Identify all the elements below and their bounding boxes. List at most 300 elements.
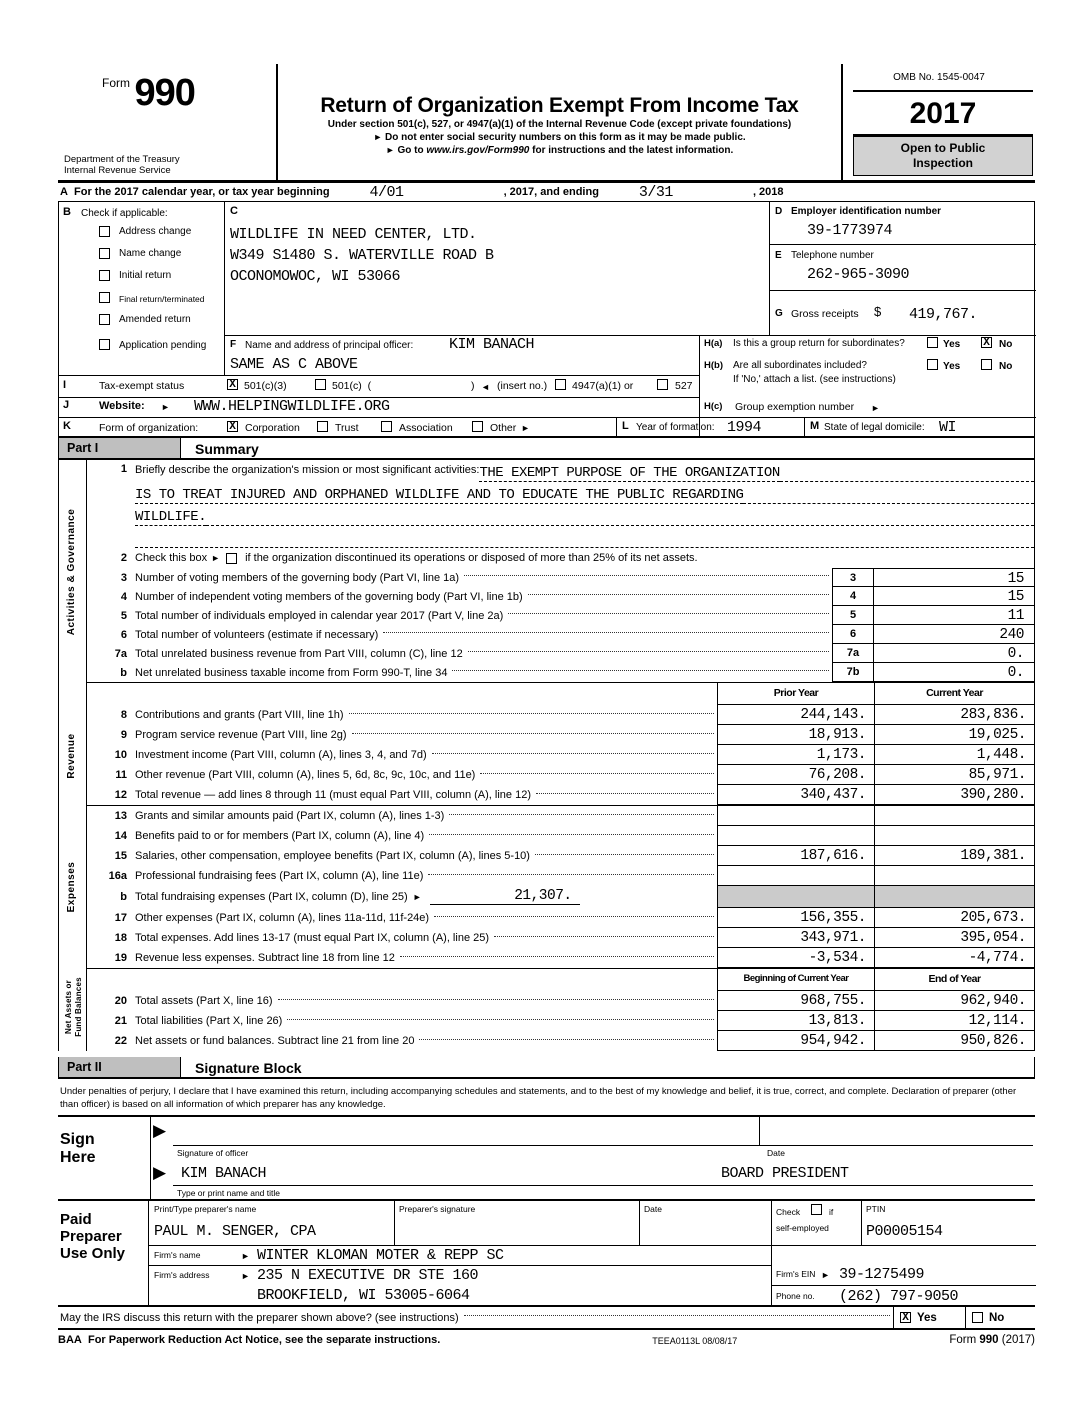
line-17-current: 205,673. (874, 908, 1034, 928)
check-label: Check (776, 1207, 801, 1217)
summary-sidebar (59, 460, 87, 1051)
line-20-begin: 968,755. (717, 991, 874, 1011)
use-only-word: Use Only (60, 1245, 126, 1262)
mission-line-4 (87, 526, 1034, 548)
line-6-box: 6 (832, 625, 874, 644)
line-18-row (87, 928, 1034, 948)
application-pending-label: Application pending (119, 340, 207, 351)
firm-ein-label: Firm's EIN (776, 1269, 816, 1279)
line-20-label: Total assets (Part X, line 16) (135, 995, 273, 1007)
irs-yes-checkbox[interactable]: X (900, 1312, 911, 1323)
line-13-current (874, 806, 1034, 826)
principal-officer-address-field[interactable]: SAME AS C ABOVE (230, 356, 358, 373)
insert-no-label: (insert no.) (497, 380, 548, 392)
footer-form-year: (2017) (1001, 1334, 1035, 1346)
line-6-value: 240 (874, 625, 1034, 644)
line-9-num: 9 (120, 729, 127, 741)
preparer-phone-field[interactable]: (262) 797-9050 (839, 1288, 959, 1305)
insert-arrow-icon: ◄ (481, 382, 490, 392)
firm-city-field[interactable]: BROOKFIELD, WI 53005-6064 (257, 1287, 470, 1304)
sidebar-net-assets-1: Net Assets or (64, 980, 73, 1034)
line-7a-value: 0. (874, 644, 1034, 663)
line-18-prior: 343,971. (717, 928, 874, 948)
preparer-date-label: Date (644, 1204, 662, 1214)
line-8-current: 283,836. (874, 705, 1034, 725)
line-2-num: 2 (120, 552, 127, 564)
form-subtitle-1: Under section 501(c), 527, or 4947(a)(1) of the Internal Revenue Code (except private foundations) (327, 119, 792, 130)
current-year-header: Current Year (874, 683, 1034, 705)
line-15-current: 189,381. (874, 846, 1034, 866)
address-change-checkbox[interactable] (99, 226, 110, 237)
line-3-num: 3 (120, 571, 127, 584)
ha-letter: H(a) (704, 338, 723, 349)
subtitle-3-pre: Go to (397, 145, 424, 156)
dashed-fill (743, 503, 1034, 504)
line-16a-num: 16a (108, 870, 127, 882)
line-12-num: 12 (114, 789, 127, 801)
firm-name-field[interactable]: WINTER KLOMAN MOTER & REPP SC (257, 1247, 504, 1264)
line-4-value: 15 (874, 587, 1034, 606)
form-word: Form (102, 76, 130, 90)
status-501c-close: ) (471, 380, 475, 392)
irs-no-cell (965, 1307, 1035, 1328)
irs-no-label: No (989, 1311, 1005, 1324)
line-7b-value: 0. (874, 663, 1034, 682)
org-city-state-field[interactable]: OCONOMOWOC, WI 53066 (230, 268, 401, 285)
line-2-pre: Check this box (135, 552, 208, 564)
amended-return-checkbox[interactable] (99, 314, 110, 325)
form-number-block (102, 72, 195, 115)
dotted-leader (278, 999, 714, 1000)
line-14-row (87, 826, 1034, 846)
dotted-leader (352, 733, 714, 734)
association-checkbox[interactable] (381, 421, 392, 432)
status-4947-checkbox[interactable] (555, 379, 566, 390)
line-21-begin: 13,813. (717, 1011, 874, 1031)
line-16b-label: Total fundraising expenses (Part IX, column (D), line 25) (135, 891, 408, 903)
self-employed-label: self-employed (776, 1223, 829, 1233)
amended-return-label: Amended return (119, 314, 191, 325)
form-header (58, 64, 1035, 180)
sign-word: Sign (60, 1131, 95, 1148)
year-formation-label: Year of formation: (636, 422, 715, 433)
website-field[interactable]: WWW.HELPINGWILDLIFE.ORG (194, 398, 390, 415)
line-10-prior: 1,173. (717, 745, 874, 765)
hb-question: Are all subordinates included? (733, 360, 867, 371)
line-13-label: Grants and similar amounts paid (Part IX, column (A), lines 1-3) (135, 810, 445, 822)
ein-label: Employer identification number (791, 206, 942, 217)
mission-line-2 (87, 482, 1034, 504)
line-10-label: Investment income (Part VIII, column (A), lines 3, 4, and 7d) (135, 749, 427, 761)
line-8-label: Contributions and grants (Part VIII, line 1h) (135, 709, 344, 721)
paid-preparer-stub (58, 1201, 148, 1305)
line-21-row (87, 1011, 1034, 1031)
line-i-letter: I (63, 379, 67, 391)
form-number: 990 (134, 72, 195, 114)
ha-question: Is this a group return for subordinates? (733, 338, 905, 349)
dotted-leader (419, 1039, 714, 1040)
dotted-leader (480, 773, 714, 774)
gross-receipts-label: Gross receipts (791, 308, 859, 320)
open-public-line2: Inspection (912, 156, 973, 170)
line-13-row (87, 806, 1034, 826)
identification-block (58, 202, 1035, 438)
line-1-num: 1 (120, 463, 127, 475)
domicile-label: State of legal domicile: (824, 422, 925, 433)
hc-label: Group exemption number (735, 401, 855, 413)
mission-text-field[interactable]: THE EXEMPT PURPOSE OF THE ORGANIZATION (479, 465, 780, 481)
ha-no-checkbox[interactable]: X (981, 337, 992, 348)
line-8-prior: 244,143. (717, 705, 874, 725)
form-title: Return of Organization Exempt From Income Tax (320, 94, 799, 117)
signature-area (150, 1117, 1035, 1199)
arrow-icon: ► (821, 1270, 830, 1280)
tax-year-end-field[interactable]: 3/31 (638, 183, 673, 201)
line-15-prior: 187,616. (717, 846, 874, 866)
irs-yes-cell (893, 1307, 965, 1328)
dotted-leader (383, 632, 829, 633)
phone-no-label: Phone no. (776, 1291, 815, 1301)
line-17-label: Other expenses (Part IX, column (A), lines 11a-11d, 11f-24e) (135, 912, 430, 924)
preparer-name-field[interactable]: PAUL M. SENGER, CPA (154, 1223, 316, 1240)
line-1-row (87, 460, 1034, 482)
line-8-row (87, 705, 1034, 725)
year-columns-header (87, 683, 1034, 705)
line-6-row (87, 625, 1034, 644)
arrow-icon: ► (521, 423, 530, 433)
dashed-fill (135, 547, 1034, 548)
signature-arrow-icon: ▶ (153, 1121, 167, 1140)
form-header-left (58, 64, 276, 180)
mission-line-3 (87, 504, 1034, 526)
dotted-leader (429, 834, 714, 835)
line-16b-value-field[interactable]: 21,307. (430, 888, 580, 905)
status-4947-label: 4947(a)(1) or (572, 380, 634, 392)
line-14-num: 14 (114, 830, 127, 842)
officer-name-field[interactable]: KIM BANACH (181, 1165, 267, 1182)
expenses-section (87, 805, 1034, 968)
line-5-row (87, 606, 1034, 625)
omb-number: OMB No. 1545-0047 (893, 72, 985, 83)
line-19-num: 19 (114, 952, 127, 964)
line-9-label: Program service revenue (Part VIII, line 2g) (135, 729, 347, 741)
line-3-value: 15 (874, 568, 1034, 587)
gross-receipts-field[interactable]: 419,767. (909, 306, 978, 323)
line-7a-label: Total unrelated business revenue from Part VIII, column (C), line 12 (135, 647, 463, 660)
type-print-label: Type or print name and title (177, 1188, 281, 1198)
dotted-leader (432, 753, 714, 754)
status-501c3-checkbox[interactable]: X (227, 379, 238, 390)
sign-here-block (58, 1115, 1035, 1199)
line-16a-row (87, 866, 1034, 886)
initial-return-label: Initial return (119, 270, 172, 281)
arrow-icon: ► (241, 1251, 250, 1261)
trust-checkbox[interactable] (317, 421, 328, 432)
line-16b-num: b (120, 891, 127, 903)
dotted-leader (452, 670, 829, 671)
print-preparer-label: Print/Type preparer's name (154, 1204, 257, 1214)
preparer-signature-label: Preparer's signature (399, 1204, 476, 1214)
org-name-field[interactable]: WILDLIFE IN NEED CENTER, LTD. (230, 226, 477, 243)
beginning-year-header: Beginning of Current Year (717, 969, 874, 991)
form-footer (949, 1334, 1035, 1346)
line-7b-box: 7b (832, 663, 874, 682)
boy-eoy-header (87, 969, 1034, 991)
line-21-num: 21 (114, 1015, 127, 1027)
baa-notice: For Paperwork Reduction Act Notice, see the separate instructions. (87, 1334, 441, 1346)
here-word: Here (60, 1149, 96, 1166)
open-to-public-badge (853, 136, 1033, 176)
line-15-label: Salaries, other compensation, employee benefits (Part IX, column (A), lines 5-10) (135, 850, 530, 862)
part-2-title: Signature Block (195, 1060, 302, 1076)
line-18-num: 18 (114, 932, 127, 944)
line-6-label: Total number of volunteers (estimate if necessary) (135, 628, 379, 641)
form-title-block (276, 64, 843, 180)
dept-line-2: Internal Revenue Service (64, 165, 171, 176)
line-18-label: Total expenses. Add lines 13-17 (must equal Part IX, column (A), line 25) (135, 932, 490, 944)
sign-here-stub (58, 1117, 150, 1199)
ein-field[interactable]: 39-1773974 (807, 222, 893, 239)
line-5-box: 5 (832, 606, 874, 625)
sidebar-net-assets-2: Fund Balances (74, 977, 83, 1037)
line-18-current: 395,054. (874, 928, 1034, 948)
revenue-section (87, 682, 1034, 805)
line-7a-row (87, 644, 1034, 663)
status-501c-checkbox[interactable] (315, 379, 326, 390)
line-20-num: 20 (114, 995, 127, 1007)
line-21-end: 12,114. (874, 1011, 1034, 1031)
line-15-row (87, 846, 1034, 866)
line-j-letter: J (63, 399, 70, 411)
hb-letter: H(b) (704, 360, 723, 371)
dotted-leader (400, 956, 714, 957)
line-11-label: Other revenue (Part VIII, column (A), lines 5, 6d, 8c, 9c, 10c, and 11e) (135, 769, 476, 781)
self-employed-checkbox[interactable] (811, 1204, 822, 1215)
line-1-label: Briefly describe the organization's mission or most significant activities: (135, 464, 480, 476)
line-a-end: , 2018 (752, 186, 784, 198)
line-22-row (87, 1031, 1034, 1051)
subtitle-3-post: for instructions and the latest information. (532, 145, 734, 156)
line-14-prior (717, 826, 874, 846)
hb-yes-checkbox[interactable] (927, 359, 938, 370)
dashed-fill (780, 481, 1034, 482)
perjury-statement: Under penalties of perjury, I declare that I have examined this return, including accompanying schedules and statements, and to the best of my knowledge and belief, it is true, correct, and complete. Declaration of preparer (other than officer) is based on all information of which preparer has any knowledge. (60, 1086, 1017, 1110)
dotted-leader (464, 575, 829, 576)
final-return-checkbox[interactable] (99, 292, 110, 303)
line-9-current: 19,025. (874, 725, 1034, 745)
line-20-end: 962,940. (874, 991, 1034, 1011)
line-5-value: 11 (874, 606, 1034, 625)
box-b-letter: B (63, 206, 71, 218)
irs-discuss-row (58, 1305, 1035, 1328)
paid-preparer-block (58, 1199, 1035, 1305)
line-11-prior: 76,208. (717, 765, 874, 785)
hb-no-checkbox[interactable] (981, 359, 992, 370)
dotted-leader (468, 651, 829, 652)
line-22-begin: 954,942. (717, 1031, 874, 1051)
line-14-current (874, 826, 1034, 846)
initial-return-checkbox[interactable] (99, 270, 110, 281)
firm-address-label: Firm's address (154, 1270, 210, 1280)
status-527-checkbox[interactable] (657, 379, 668, 390)
footer-row (58, 1328, 1035, 1354)
line-4-num: 4 (120, 590, 127, 603)
box-e-letter: E (775, 250, 782, 261)
line-a-mid: , 2017, and ending (503, 186, 599, 198)
line-8-num: 8 (120, 709, 127, 721)
mission-text-field[interactable]: IS TO TREAT INJURED AND ORPHANED WILDLIFE AND TO EDUCATE THE PUBLIC REGARDING (135, 487, 744, 503)
part-2-label: Part II (59, 1057, 181, 1077)
dotted-leader (535, 854, 714, 855)
website-label: Website: (99, 400, 145, 412)
date-label: Date (767, 1148, 785, 1158)
box-d-letter: D (775, 206, 783, 217)
line-19-current: -4,774. (874, 948, 1034, 968)
line-m-letter: M (810, 420, 820, 432)
line-a-tax-year (58, 180, 1035, 202)
tax-year-begin-field[interactable]: 4/01 (369, 183, 404, 201)
line-4-label: Number of independent voting members of the governing body (Part VI, line 1b) (135, 590, 523, 603)
sidebar-expenses: Expenses (66, 861, 77, 913)
department-block (64, 154, 180, 176)
dotted-leader (349, 713, 715, 714)
form-subtitle-2 (278, 131, 841, 144)
line-21-label: Total liabilities (Part X, line 26) (135, 1015, 283, 1027)
line-10-row (87, 745, 1034, 765)
sidebar-activities-governance: Activities & Governance (66, 508, 77, 636)
tax-exempt-status-label: Tax-exempt status (99, 380, 185, 392)
line-22-end: 950,826. (874, 1031, 1034, 1051)
line-a-letter: A (60, 186, 68, 198)
line-17-num: 17 (114, 912, 127, 924)
name-change-checkbox[interactable] (99, 248, 110, 259)
line-7b-label: Net unrelated business taxable income from Form 990-T, line 34 (135, 666, 448, 679)
dept-line-1: Department of the Treasury (64, 154, 180, 165)
line-11-row (87, 765, 1034, 785)
org-address-field[interactable]: W349 S1480 S. WATERVILLE ROAD B (230, 247, 494, 264)
arrow-icon: ► (241, 1271, 250, 1281)
line-12-label: Total revenue — add lines 8 through 11 (must equal Part VIII, column (A), line 12) (135, 789, 531, 801)
prior-year-header: Prior Year (717, 683, 874, 705)
line-11-current: 85,971. (874, 765, 1034, 785)
firm-ein-field[interactable]: 39-1275499 (839, 1266, 925, 1283)
line-10-num: 10 (114, 749, 127, 761)
arrow-icon: ► (871, 403, 880, 413)
line-15-num: 15 (114, 850, 127, 862)
year-formation-field[interactable]: 1994 (727, 419, 762, 436)
irs-no-checkbox[interactable] (972, 1312, 983, 1323)
line-16b-prior-shaded (717, 886, 874, 908)
mission-text-field[interactable]: WILDLIFE. (135, 509, 207, 525)
status-501c3-label: 501(c)(3) (244, 380, 287, 392)
dollar-sign: $ (874, 304, 882, 319)
line-2-post: if the organization discontinued its operations or disposed of more than 25% of its net assets. (245, 552, 698, 564)
form-subtitle-3 (278, 144, 841, 157)
line-19-row (87, 948, 1034, 968)
box-c-letter: C (230, 205, 238, 217)
line-22-label: Net assets or fund balances. Subtract line 21 from line 20 (135, 1035, 415, 1047)
line-6-num: 6 (120, 628, 127, 641)
line-a-text: For the 2017 calendar year, or tax year beginning (74, 186, 330, 198)
line-7b-num: b (120, 666, 127, 679)
line-13-prior (717, 806, 874, 826)
line-19-prior: -3,534. (717, 948, 874, 968)
line-16a-label: Professional fundraising fees (Part IX, column (A), line 11e) (135, 870, 424, 882)
hb-yes-label: Yes (943, 361, 961, 372)
dotted-leader (464, 1315, 890, 1316)
line-2-row (87, 548, 1034, 568)
baa-word: BAA (58, 1334, 82, 1346)
subtitle-2-text: Do not enter social security numbers on this form as it may be made public. (385, 132, 746, 143)
line-4-box: 4 (832, 587, 874, 606)
dotted-leader (528, 594, 829, 595)
domicile-field[interactable]: WI (939, 419, 957, 436)
principal-officer-field[interactable]: KIM BANACH (449, 336, 535, 353)
line-16b-current-shaded (874, 886, 1034, 908)
line-7b-row (87, 663, 1034, 682)
line-12-row (87, 785, 1034, 805)
other-checkbox[interactable] (472, 421, 483, 432)
discontinued-checkbox[interactable] (226, 553, 237, 564)
final-return-label: Final return/terminated (119, 294, 205, 304)
line-12-current: 390,280. (874, 785, 1034, 805)
box-f-letter: F (230, 339, 237, 350)
firm-name-label: Firm's name (154, 1250, 201, 1260)
corporation-checkbox[interactable]: X (227, 421, 238, 432)
ha-no-label: No (999, 339, 1013, 350)
arrow-icon: ► (412, 892, 422, 902)
line-16b-row (87, 886, 1034, 908)
ha-yes-label: Yes (943, 339, 961, 350)
dashed-fill (206, 525, 1034, 526)
tax-year: 2017 (853, 90, 1033, 136)
line-3-box: 3 (832, 568, 874, 587)
signature-arrow-icon: ▶ (153, 1163, 167, 1182)
hb-note: If 'No,' attach a list. (see instructions) (733, 374, 896, 385)
arrow-icon: ► (161, 402, 170, 412)
footer-form-number: 990 (979, 1334, 999, 1346)
line-20-row (87, 991, 1034, 1011)
summary-section (58, 460, 1035, 1051)
signature-officer-label: Signature of officer (177, 1148, 249, 1158)
line-14-label: Benefits paid to or for members (Part IX, column (A), line 4) (135, 830, 425, 842)
line-11-num: 11 (115, 769, 127, 781)
line-13-num: 13 (114, 810, 127, 822)
dotted-leader (508, 613, 829, 614)
phone-field[interactable]: 262-965-3090 (807, 266, 910, 283)
line-3-label: Number of voting members of the governing body (Part VI, line 1a) (135, 571, 460, 584)
preparer-word: Preparer (60, 1228, 122, 1245)
paid-word: Paid (60, 1211, 92, 1228)
officer-title-field[interactable]: BOARD PRESIDENT (721, 1165, 849, 1182)
line-l-letter: L (622, 420, 629, 432)
dotted-leader (536, 793, 714, 794)
ptin-field[interactable]: P00005154 (866, 1223, 943, 1240)
hb-no-label: No (999, 361, 1013, 372)
line-5-label: Total number of individuals employed in calendar year 2017 (Part V, line 2a) (135, 609, 504, 622)
line-9-row (87, 725, 1034, 745)
status-527-label: 527 (675, 380, 693, 392)
ptin-label: PTIN (866, 1204, 886, 1214)
application-pending-checkbox[interactable] (99, 339, 110, 350)
trust-label: Trust (335, 422, 359, 434)
line-7a-num: 7a (114, 647, 127, 660)
status-501c-label: 501(c) ( (332, 380, 372, 392)
ha-yes-checkbox[interactable] (927, 337, 938, 348)
line-7a-box: 7a (832, 644, 874, 663)
net-assets-section (87, 968, 1034, 1051)
firm-address-field[interactable]: 235 N EXECUTIVE DR STE 160 (257, 1267, 479, 1284)
